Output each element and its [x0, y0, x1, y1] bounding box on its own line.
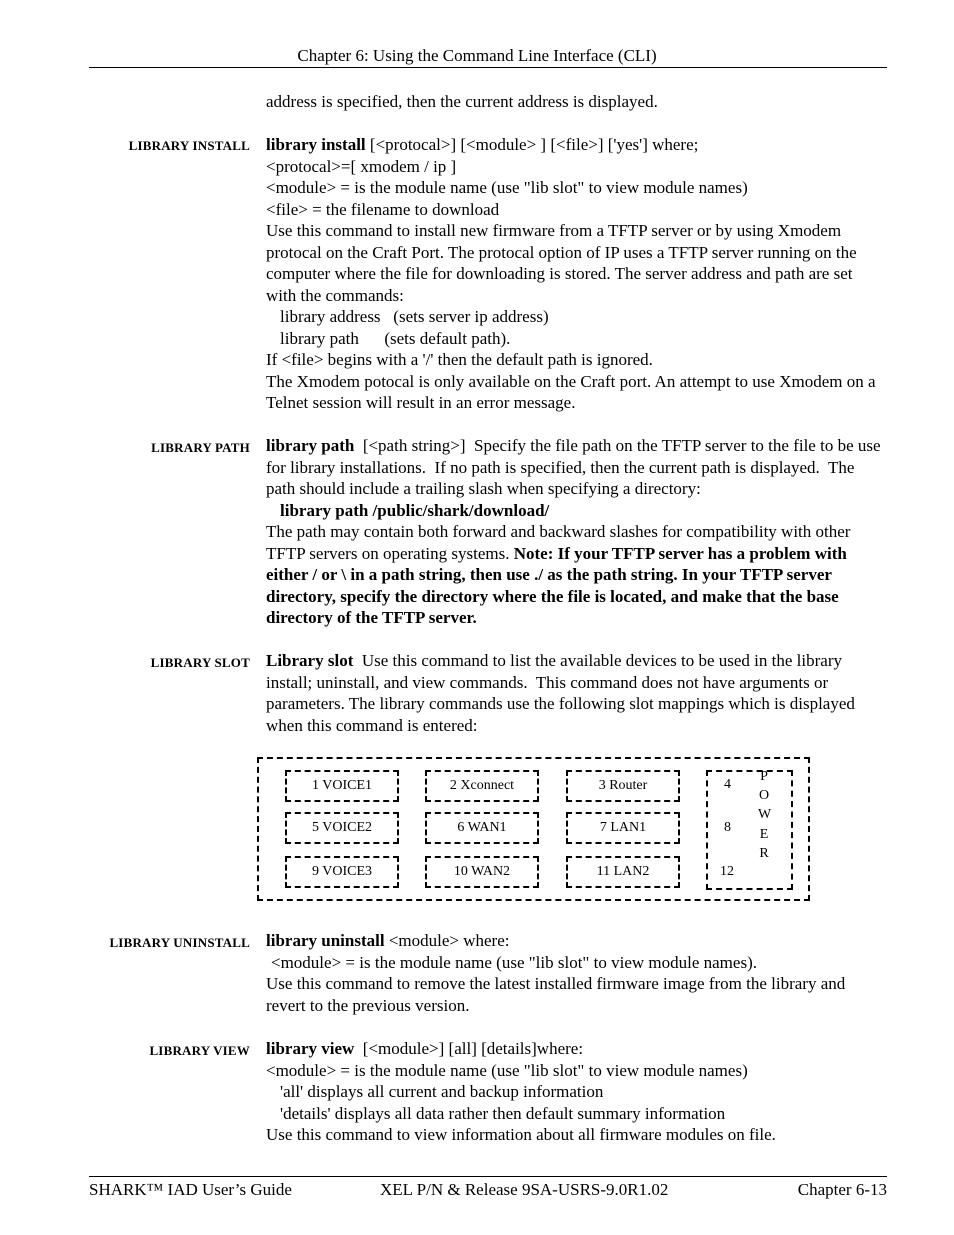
slot-6-wan1: 6 WAN1 [425, 812, 539, 844]
section-library-slot [266, 650, 886, 736]
install-path-cmd: library path (sets default path). [280, 328, 511, 348]
slot-5-voice2: 5 VOICE2 [285, 812, 399, 844]
section-library-uninstall [266, 930, 886, 1016]
power-slot-box [706, 770, 793, 890]
footer-guide-title: SHARK™ IAD User’s Guide [89, 1180, 292, 1199]
install-xmodem-note: The Xmodem potocal is only available on the Craft port. An attempt to use Xmodem on a Telnet session will result in an error message. [266, 371, 876, 412]
slot-2-xconnect: 2 Xconnect [425, 770, 539, 802]
sidehead-library-view: LIBRARY VIEW [149, 1043, 250, 1058]
slot-10-wan2: 10 WAN2 [425, 856, 539, 888]
power-letter-e: E [759, 827, 769, 842]
path-example-text: library path /public/shark/download/ [280, 500, 550, 520]
slot-3-router: 3 Router [566, 770, 680, 802]
view-syntax-line [266, 1038, 886, 1060]
sidehead-library-path: LIBRARY PATH [151, 440, 250, 455]
power-slot-8: 8 [724, 820, 731, 835]
slot-command: Library slot [266, 651, 354, 670]
power-letter-o: O [758, 788, 770, 803]
install-syntax-line [266, 134, 886, 156]
intro-text [266, 91, 886, 113]
install-path-note: If <file> begins with a '/' then the default path is ignored. [266, 350, 653, 369]
uninstall-description: Use this command to remove the latest installed firmware image from the library and revert to the previous version. [266, 974, 846, 1015]
uninstall-syntax: <module> where: [384, 931, 510, 950]
path-command: library path [266, 436, 355, 455]
page-header-title: Chapter 6: Using the Command Line Interface (CLI) [297, 46, 657, 65]
footer-rule [89, 1176, 887, 1177]
view-command: library view [266, 1039, 355, 1058]
path-paragraph [266, 521, 886, 629]
power-slot-4: 4 [724, 777, 731, 792]
sidehead-library-install: LIBRARY INSTALL [128, 138, 250, 153]
view-module-line: <module> = is the module name (use "lib slot" to view module names) [266, 1060, 748, 1080]
power-letter-p: P [760, 769, 768, 784]
sidehead-library-slot: LIBRARY SLOT [150, 655, 250, 670]
section-library-path [266, 435, 886, 629]
slot-11-lan2: 11 LAN2 [566, 856, 680, 888]
slot-7-lan1: 7 LAN1 [566, 812, 680, 844]
uninstall-module-line: <module> = is the module name (use "lib slot" to view module names). [271, 952, 757, 972]
power-letter-w: W [758, 807, 772, 822]
path-syntax: [<path string>] Specify the file path on the TFTP server to the file to be use for library installations. If no path is specified, then the current path is displayed. The path should include a trailing slash when specifying a directory: [266, 436, 885, 498]
install-module-line: <module> = is the module name (use "lib slot" to view module names) [266, 178, 748, 197]
uninstall-command: library uninstall [266, 931, 385, 950]
section-library-install [266, 134, 886, 414]
path-note: Note: If your TFTP server has a problem with either / or \ in a path string, then use ./ as the path string. In your TFTP server directory, specify the directory where the file is located, and make that the base directory of the TFTP server. [266, 543, 847, 627]
footer-release: XEL P/N & Release 9SA-USRS-9.0R1.02 [380, 1180, 669, 1199]
view-description: Use this command to view information about all firmware modules on file. [266, 1125, 776, 1144]
install-command: library install [266, 135, 366, 154]
slot-1-voice1: 1 VOICE1 [285, 770, 399, 802]
view-syntax: [<module>] [all] [details]where: [354, 1039, 584, 1058]
path-para-text: The path may contain both forward and backward slashes for compatibility with other TFTP servers on operating systems. [266, 522, 851, 563]
install-syntax: [<protocal>] [<module> ] [<file>] ['yes'] where; [365, 135, 699, 154]
header-rule [89, 67, 887, 68]
view-details-line: 'details' displays all data rather then default summary information [280, 1103, 726, 1123]
sidehead-library-uninstall: LIBRARY UNINSTALL [109, 935, 250, 950]
footer-page-number: Chapter 6-13 [797, 1180, 887, 1199]
install-protocal-line: <protocal>=[ xmodem / ip ] [266, 156, 457, 176]
path-example [266, 500, 886, 522]
install-address-cmd: library address (sets server ip address) [280, 307, 549, 326]
slot-text: Use this command to list the available devices to be used in the library install; uninstall, and view commands. This command does not have arguments or parameters. The library commands use the following slot mappings which is displayed when this command is entered: [266, 651, 860, 735]
power-letter-r: R [759, 846, 769, 861]
intro-line: address is specified, then the current address is displayed. [266, 92, 658, 111]
install-description: Use this command to install new firmware from a TFTP server or by using Xmodem protocal on the Craft Port. The protocal option of IP uses a TFTP server running on the computer where the file for downloading is stored. The server address and path are set with the commands: [266, 221, 857, 305]
path-syntax-line [266, 435, 886, 500]
power-slot-12: 12 [720, 864, 734, 879]
install-file-line: <file> = the filename to download [266, 199, 500, 219]
section-library-view [266, 1038, 886, 1146]
uninstall-syntax-line [266, 930, 886, 952]
slot-mapping-diagram [257, 757, 810, 901]
slot-9-voice3: 9 VOICE3 [285, 856, 399, 888]
view-all-line: 'all' displays all current and backup information [280, 1082, 604, 1101]
slot-paragraph [266, 650, 886, 736]
